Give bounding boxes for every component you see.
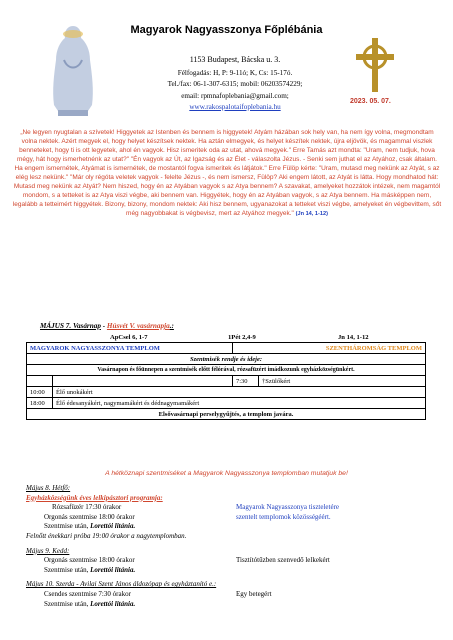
phone-line: Tel./fax: 06-1-307-6315; mobil: 06203574229;	[167, 80, 303, 88]
reading-1: ApCsel 6, 1-7	[110, 334, 148, 341]
gospel-quote	[12, 128, 442, 219]
wednesday-row-2	[26, 600, 446, 610]
tuesday-litany: Lorettói litánia.	[90, 565, 136, 574]
monday-row-3	[26, 522, 446, 532]
monday-title: Május 8. Hétfő:	[26, 484, 71, 492]
row2-time: 10:00	[27, 387, 53, 398]
gospel-quote-text: „Ne legyen nyugtalan a szívetek! Higgyetek az Istenben és bennem is higgyetek! Atyám házában sok hely van, ha nem így volna, megmondtam volna nektek. Azért megyek el, hogy helyet készítsek nektek. Ha aztán elmegyek, és helyet készítek nektek, újra eljövök, és magammal viszlek benneteket, hogy ti is ott legyetek, ahol én vagyok. Hisz ismeritek oda az utat, ahová megyek." Erre Tamás azt mondta: "Uram, nem tudjuk, hova mégy, hát hogy ismerhetnénk az utat?" "Én vagyok az Út, az Igazság és az Élet - válaszolta Jézus. - Senki sem juthat el az Atyához, csak általam. Ha engem ismernétek, Atyámat is ismernétek, de mostantól fogva ismeritek és látjátok." Erre Fülöp kérte: "Uram, mutasd meg nekünk az Atyát, s az elég lesz nekünk." "Már oly régóta veletek vagyok - felelte Jézus -, és nem ismersz, Fülöp? Aki engem látott, az Atyát is látta. Hogy mondhatod hát: Mutasd meg nekünk az Atyát? Nem hiszed, hogy én az Atyában vagyok s az Atya bennem? A szavakat, amelyeket hozzátok intézek, nem magamtól mondom, s a tetteket is az Atya viszi végbe, aki bennem van. Higgyétek, hogy én az Atyában vagyok, s az Atya bennem. Ha másképpen nem, legalább a tetteimért higgyétek. Bizony, bizony, mondom nektek: Aki hisz bennem, ugyanazokat a tetteket viszi végbe, amelyeket én végbevittem, sőt még nagyobbakat is végbevisz, mert az Atyához megyek."	[12, 129, 442, 217]
mass-order-note: Vasárnapon és főünnepen a szentmisék előtt félórával, rózsafüzért imádkozunk egyházközségünkért.	[27, 365, 426, 376]
sunday-dash: -	[100, 322, 107, 330]
row1-intention: †Szülőkért	[259, 376, 426, 387]
monday-rosary: Rózsafüzér 17:30 órakor	[52, 503, 122, 512]
sunday-feast: Húsvét V. vasárnapja	[106, 322, 170, 330]
tuesday-title: Május 9. Kedd:	[26, 546, 70, 555]
wednesday-after-mass: Szentmise után,	[44, 599, 91, 608]
sunday-label: MÁJUS 7. Vasárnap	[40, 322, 101, 330]
reading-2: 1Pét 2,4-9	[228, 334, 256, 341]
table-row	[27, 387, 426, 398]
gospel-reference: (Jn 14, 1-12)	[295, 211, 328, 217]
monday-intention-1: Magyarok Nagyasszonya tiszteletére	[236, 503, 340, 512]
collection-note: Elsővasárnapi perselygyűjtés, a templom javára.	[27, 409, 426, 420]
monday-mass: Orgonás szentmise 18:00 órakor	[44, 512, 135, 521]
sunday-tail: .:	[169, 322, 174, 330]
monday-intention-2: szentelt templomok közösségéért.	[236, 512, 331, 521]
row3-time: 18:00	[27, 398, 53, 409]
wednesday-litany: Lorettói litánia.	[90, 599, 136, 608]
mass-schedule-table	[26, 342, 426, 420]
email-line: email: rpmnafoplebania@gmail.com;	[181, 91, 289, 100]
reading-3: Jn 14, 1-12	[338, 334, 369, 341]
bulletin-date: 2023. 05. 07.	[350, 98, 391, 105]
monday-row-2	[26, 513, 446, 523]
table-row	[27, 365, 426, 376]
monday-row-1	[26, 503, 446, 513]
parish-contact-block	[120, 54, 350, 114]
celtic-cross-icon	[350, 36, 400, 94]
wednesday-intention: Egy betegért	[236, 589, 272, 598]
monday-subtitle: Egyházközségünk éves lelkipásztori programja:	[26, 493, 163, 502]
row1-time: 7:30	[233, 376, 259, 387]
weekday-mass-notice: A hétköznapi szentmiséket a Magyarok Nagyasszonya templomban mutatjuk be!	[105, 470, 348, 477]
office-hours: Félfogadás: H, P: 9-11ó; K, Cs: 15-17ó.	[177, 68, 293, 77]
wednesday-title: Május 10. Szerda - Avilai Szent János áldozópap és egyháztanító e.:	[26, 580, 217, 589]
monday-after-mass: Szentmise után,	[44, 522, 91, 531]
tuesday-mass: Orgonás szentmise 18:00 órakor	[44, 556, 135, 565]
row2-intention: Élő unokákért	[53, 387, 426, 398]
table-row	[27, 409, 426, 420]
wednesday-mass: Csendes szentmise 7:30 órakor	[44, 589, 131, 598]
table-row	[27, 343, 426, 354]
mass-order-title: Szentmisék rendje és ideje:	[27, 354, 426, 365]
monday-litany: Lorettói litánia.	[90, 522, 136, 531]
website-link[interactable]: www.rakospalotaifoplebania.hu	[189, 103, 281, 111]
weekly-schedule	[26, 484, 446, 609]
tuesday-after-mass: Szentmise után,	[44, 565, 91, 574]
tuesday-row-2	[26, 566, 446, 576]
church-2-header: SZENTHÁROMSÁG TEMPLOM	[233, 343, 426, 354]
sunday-heading	[40, 322, 174, 330]
table-row	[27, 354, 426, 365]
row3-intention: Élő édesanyákért, nagymamákért és dédnagymamákért	[53, 398, 426, 409]
monday-choir: Felnőtt énekkari próba 19:00 órakor a nagytemplomban.	[26, 531, 187, 540]
table-row	[27, 376, 426, 387]
parish-title: Magyarok Nagyasszonya Főplébánia	[130, 24, 323, 36]
parish-address: 1153 Budapest, Bácska u. 3.	[189, 55, 281, 64]
tuesday-intention: Tisztítótűzben szenvedő lelkekért	[236, 556, 330, 565]
table-row	[27, 398, 426, 409]
church-1-header: MAGYAROK NAGYASSZONYA TEMPLOM	[27, 343, 233, 354]
wednesday-row-1	[26, 590, 446, 600]
tuesday-row-1	[26, 556, 446, 566]
